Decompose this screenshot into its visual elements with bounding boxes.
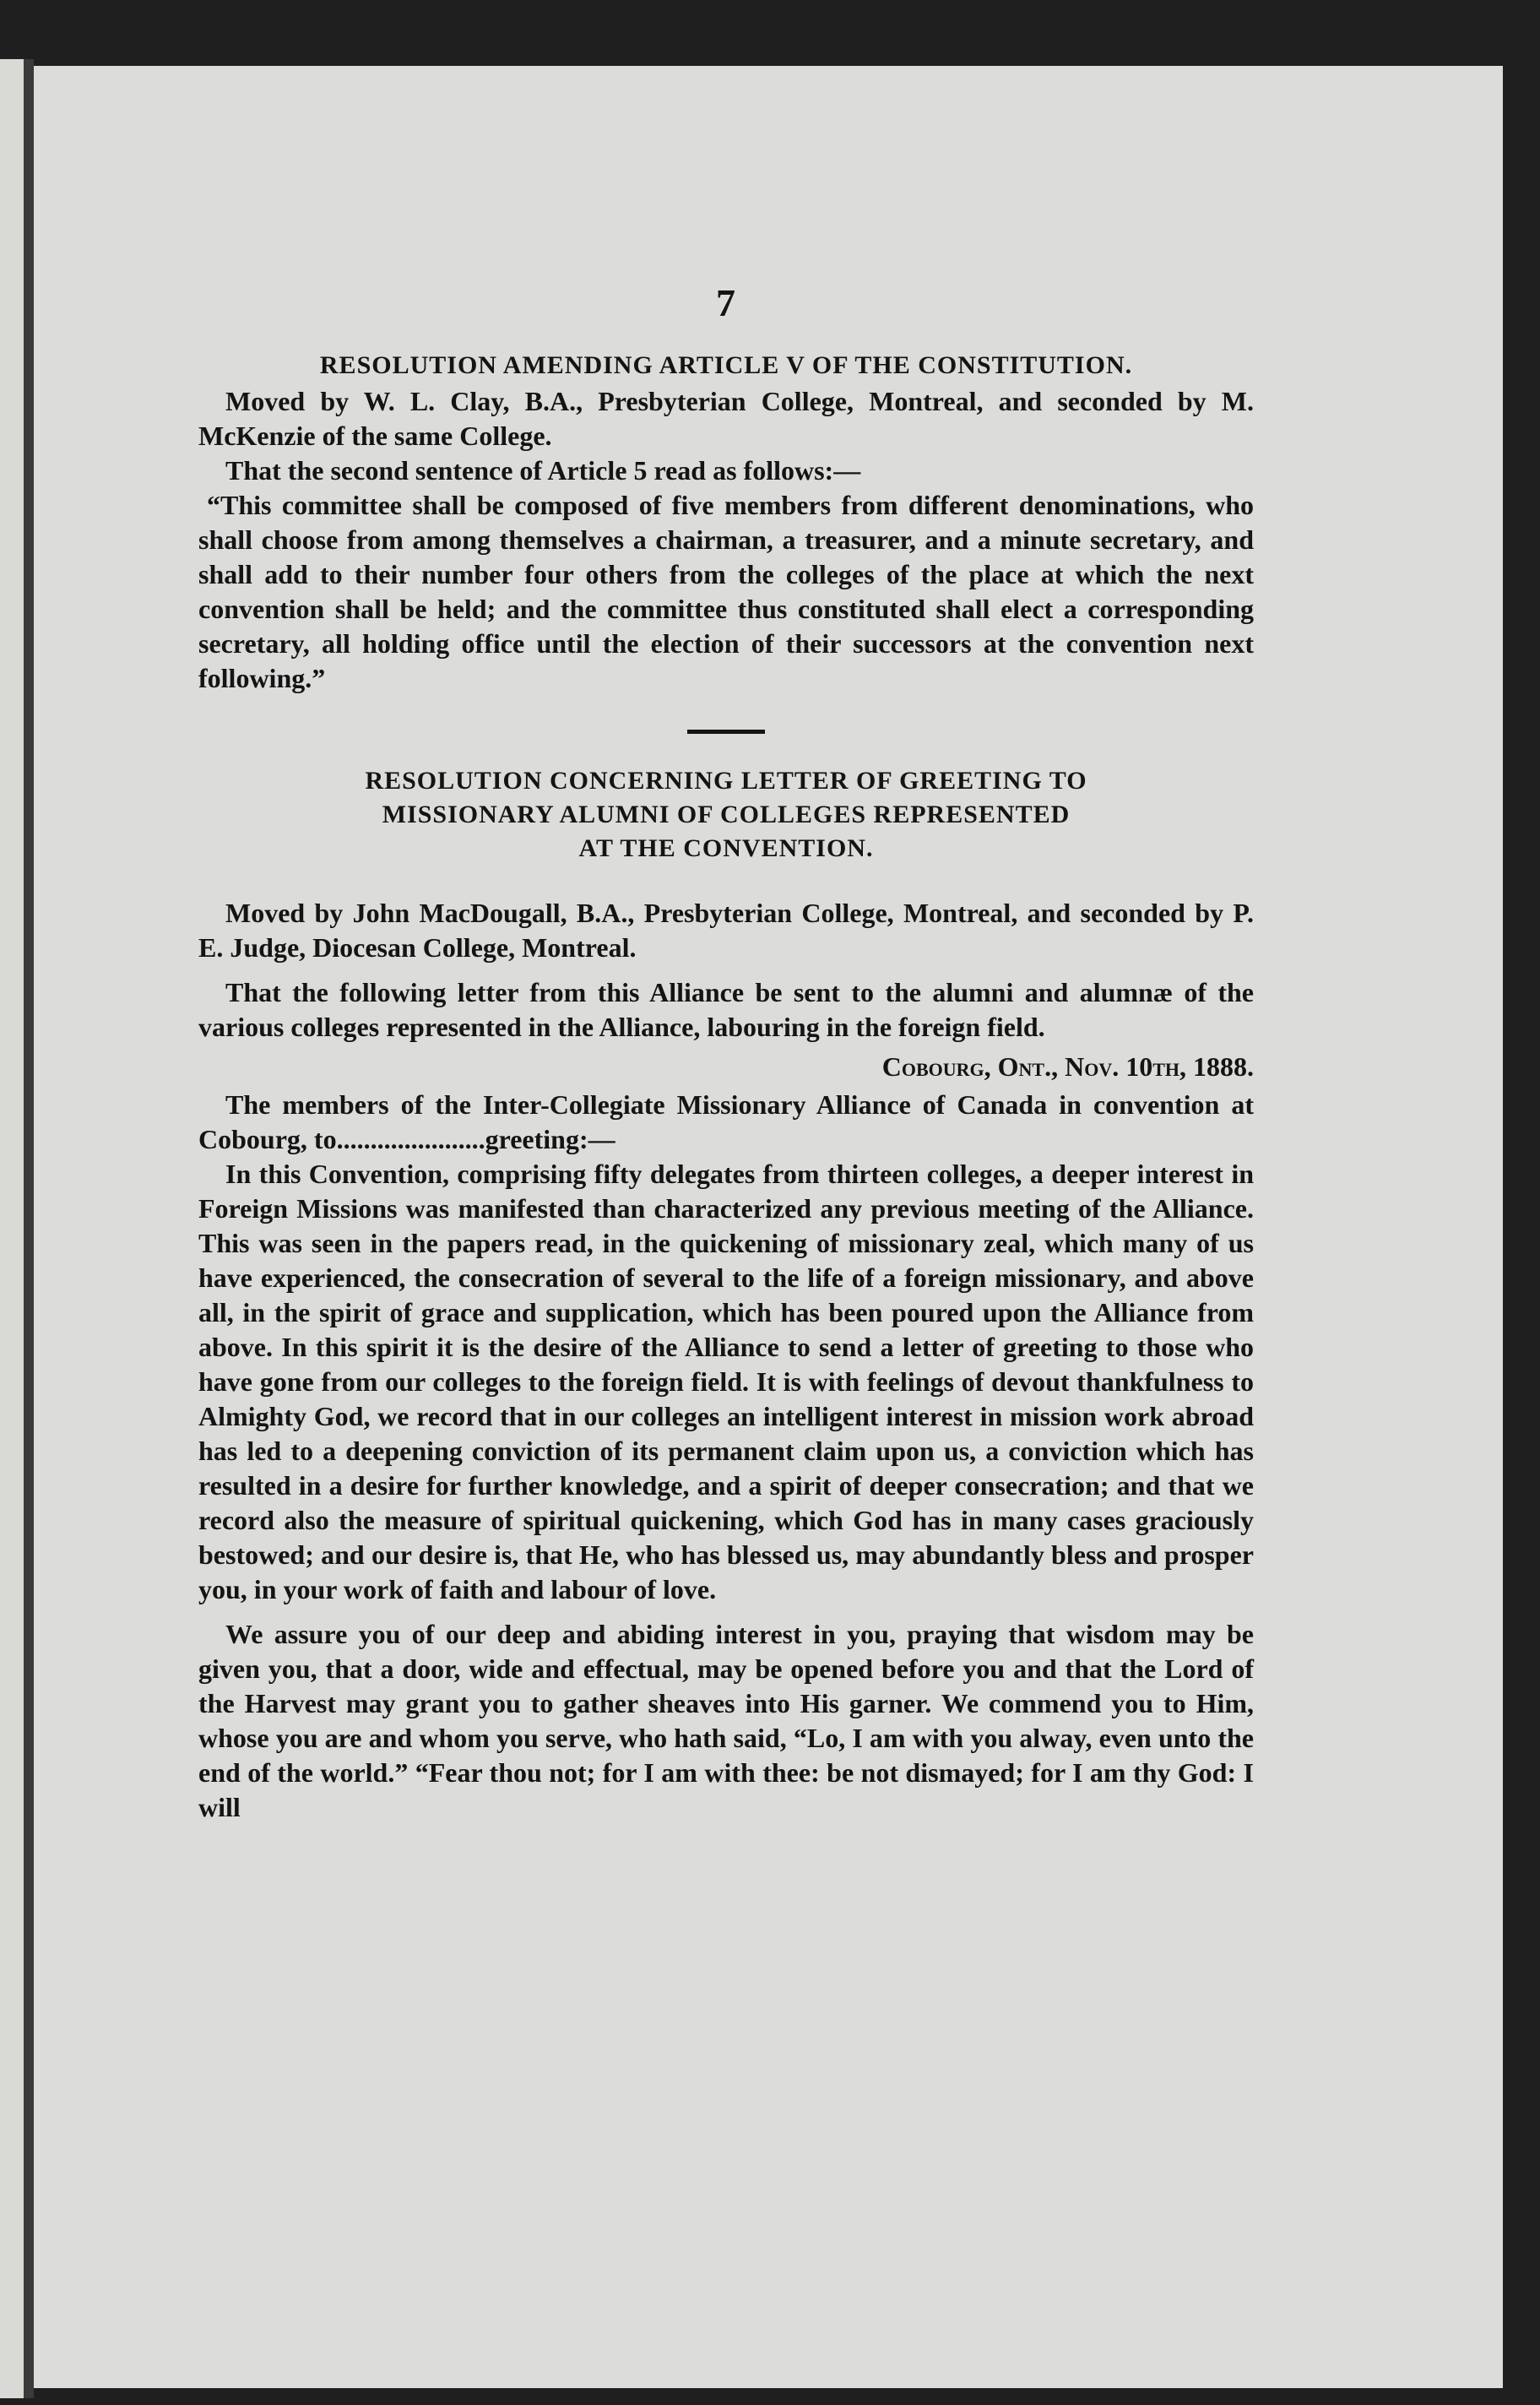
resolution-2-heading-line-2: MISSIONARY ALUMNI OF COLLEGES REPRESENTED <box>382 801 1071 828</box>
resolution-1-moved: Moved by W. L. Clay, B.A., Presbyterian College, Montreal, and seconded by M. McKenzie of the same College. <box>198 386 1254 451</box>
resolution-1-that: That the second sentence of Article 5 read as follows:— <box>225 455 861 486</box>
letter-paragraph-2: We assure you of our deep and abiding interest in you, praying that wisdom may be given you, that a door, wide and effectual, may be opened before you and that the Lord of the Harvest may grant you to gather sheaves into His garner. We commend you to Him, whose you are and whom you serve, who hath said, “Lo, I am with you alway, even unto the end of the world.” “Fear thou not; for I am with thee: be not dismayed; for I am thy God: I will <box>198 1619 1254 1822</box>
spacer <box>198 1607 1254 1617</box>
page-number: 7 <box>716 281 736 324</box>
document-page <box>34 66 1503 2388</box>
gutter-shadow <box>24 59 34 2398</box>
resolution-1-heading: RESOLUTION AMENDING ARTICLE V OF THE CONSTITUTION. <box>319 351 1133 379</box>
letter-paragraph-1: In this Convention, comprising fifty delegates from thirteen colleges, a deeper interest in Foreign Missions was manifested than characterized any previous meeting of the Alliance. This was seen in the papers read, in the quickening of missionary zeal, which many of us have experienced, the consecration of several to the life of a foreign missionary, and above all, in the spirit of grace and supplication, which has been poured upon the Alliance from above. In this spirit it is the desire of the Alliance to send a letter of greeting to those who have gone from our colleges to the foreign field. It is with feelings of devout thankfulness to Almighty God, we record that in our colleges an intelligent interest in mission work abroad has led to a deepening conviction of its permanent claim upon us, a conviction which has resulted in a desire for further knowledge, and a spirit of deeper consecration; and that we record also the measure of spiritual quickening, which God has in many cases graciously bestowed; and our desire is, that He, who has blessed us, may abundantly bless and prosper you, in your work of faith and labour of love. <box>198 1159 1254 1604</box>
page-text-block <box>198 281 1254 1825</box>
resolution-2-that: That the following letter from this Alliance be sent to the alumni and alumnæ of the various colleges represented in the Alliance, labouring in the foreign field. <box>198 977 1254 1042</box>
letter-salutation: The members of the Inter-Collegiate Missionary Alliance of Canada in convention at Cobourg, to......................greeting:— <box>198 1089 1254 1154</box>
adjacent-page-edge <box>0 59 24 2398</box>
resolution-2-heading-line-1: RESOLUTION CONCERNING LETTER OF GREETING TO <box>365 767 1087 795</box>
section-divider <box>687 730 765 734</box>
resolution-1-quote: “This committee shall be composed of five members from different denominations, who shall choose from among themselves a chairman, a treasurer, and a minute secretary, and shall add to their number four others from the colleges of the place at which the next convention shall be held; and the committee thus constituted shall elect a corresponding secretary, all holding office until the election of their successors at the convention next following.” <box>198 490 1254 693</box>
spacer <box>198 965 1254 975</box>
resolution-2-heading-line-3: AT THE CONVENTION. <box>578 834 874 862</box>
letter-dateline <box>198 1050 1254 1084</box>
resolution-2-moved: Moved by John MacDougall, B.A., Presbyterian College, Montreal, and seconded by P. E. Judge, Diocesan College, Montreal. <box>198 898 1254 963</box>
dateline-text: Cobourg, Ont., Nov. 10th, 1888. <box>881 1051 1254 1082</box>
